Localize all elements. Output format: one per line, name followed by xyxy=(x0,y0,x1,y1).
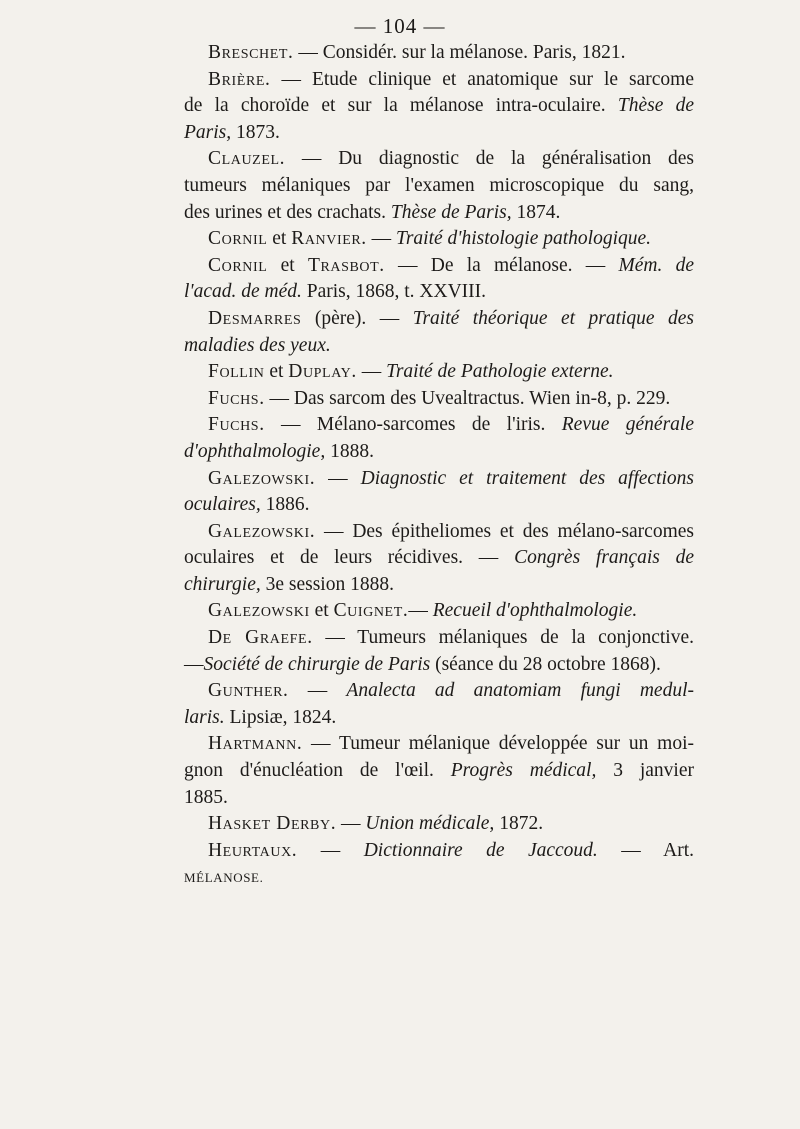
author-name: Galezowski. xyxy=(208,520,316,542)
title-text: Traité théorique et pratique des xyxy=(412,307,695,329)
entry-text: (père). — xyxy=(301,307,413,329)
author-name: Trasbot. xyxy=(307,254,385,276)
entry-line xyxy=(184,173,694,200)
entry-line xyxy=(184,40,694,67)
entry-line xyxy=(184,120,694,147)
entry-text: 3 janvier xyxy=(596,760,694,782)
entry-line xyxy=(184,811,694,838)
entry-line xyxy=(184,200,694,227)
author-name: De Graefe. xyxy=(208,627,313,649)
bibliography-entry xyxy=(184,412,694,465)
bibliography-list xyxy=(184,40,694,891)
author-name: Clauzel. xyxy=(208,148,286,170)
entry-text: — Art. xyxy=(597,839,695,861)
entry-line xyxy=(184,146,694,173)
entry-line xyxy=(184,466,694,493)
entry-line xyxy=(184,545,694,572)
entry-text: — xyxy=(356,361,387,383)
entry-text: 3e session 1888. xyxy=(260,573,394,595)
author-name: Heurtaux. xyxy=(208,839,298,861)
title-text: l'acad. de méd. xyxy=(184,281,302,303)
entry-text: 1888. xyxy=(325,440,374,462)
entry-text: — xyxy=(184,653,204,675)
title-text: Paris, xyxy=(184,121,232,143)
entry-line xyxy=(184,519,694,546)
bibliography-entry xyxy=(184,67,694,147)
entry-text: et xyxy=(264,361,289,383)
title-text: maladies des yeux. xyxy=(184,334,331,356)
entry-line xyxy=(184,492,694,519)
bibliography-entry xyxy=(184,359,694,386)
title-text: Diagnostic et traitement des affections xyxy=(360,467,694,489)
entry-line xyxy=(184,386,694,413)
bibliography-entry xyxy=(184,678,694,731)
bibliography-entry xyxy=(184,146,694,226)
title-text: Traité d'histologie pathologique. xyxy=(396,228,652,250)
title-text: Thèse de xyxy=(617,95,694,117)
author-name: Hartmann. xyxy=(208,733,303,755)
entry-text: 1885. xyxy=(184,786,228,808)
title-text: Recueil d'ophthalmologie. xyxy=(432,600,638,622)
bibliography-entry xyxy=(184,598,694,625)
entry-text: Paris, 1868, t. XXVIII. xyxy=(301,281,487,303)
entry-text: — Das sarcom des Uvealtractus. Wien in-8, p. 229. xyxy=(264,387,671,409)
author-name: Cuignet. xyxy=(333,600,409,622)
entry-line xyxy=(184,652,694,679)
bibliography-entry xyxy=(184,226,694,253)
entry-text: 1872. xyxy=(494,813,544,835)
entry-text: — Considér. sur la mélanose. Paris, 1821. xyxy=(293,42,626,63)
author-name: Breschet. xyxy=(208,42,294,63)
author-name: Brière. xyxy=(208,68,271,90)
entry-text: gnon d'énucléation de l'œil. xyxy=(184,760,451,782)
entry-text: et xyxy=(309,600,334,622)
entry-line xyxy=(184,412,694,439)
title-text: Mém. de xyxy=(618,254,694,276)
entry-line xyxy=(184,439,694,466)
author-name: Galezowski. xyxy=(208,467,316,489)
entry-text: — Mélano-sarcomes de l'iris. xyxy=(264,414,562,436)
title-text: Union médicale, xyxy=(365,813,495,835)
title-text: Analecta ad anatomiam fungi medul- xyxy=(346,680,694,702)
author-name: Gunther. xyxy=(208,680,289,702)
entry-line xyxy=(184,226,694,253)
entry-line xyxy=(184,731,694,758)
author-name: Cornil xyxy=(208,228,268,250)
entry-line xyxy=(184,598,694,625)
bibliography-entry xyxy=(184,838,694,891)
entry-text: de la choroïde et sur la mélanose intra-oculaire. xyxy=(184,95,618,117)
bibliography-entry xyxy=(184,466,694,519)
entry-text: — De la mélanose. — xyxy=(384,254,619,276)
page-number: — 104 — xyxy=(354,14,446,38)
bibliography-entry xyxy=(184,253,694,306)
entry-text: — xyxy=(366,228,397,250)
entry-line xyxy=(184,678,694,705)
author-name: Desmarres xyxy=(208,307,302,329)
entry-line xyxy=(184,93,694,120)
entry-line xyxy=(184,625,694,652)
entry-text: 1873. xyxy=(231,121,280,143)
author-name: Hasket Derby. xyxy=(208,813,337,835)
author-name: Cornil xyxy=(208,254,268,276)
bibliography-entry xyxy=(184,386,694,413)
entry-line xyxy=(184,705,694,732)
title-text: Dictionnaire de Jaccoud. xyxy=(363,839,598,861)
entry-text: 1874. xyxy=(511,201,561,223)
title-text: chirurgie, xyxy=(184,573,261,595)
title-text: Progrès médical, xyxy=(450,760,597,782)
author-name: Galezowski xyxy=(208,600,310,622)
entry-text: — xyxy=(315,467,361,489)
entry-text: — Des épitheliomes et des mélano-sarcomes xyxy=(315,520,694,542)
entry-line xyxy=(184,785,694,812)
title-text: Thèse de Paris, xyxy=(390,201,512,223)
entry-text: — Du diagnostic de la généralisation des xyxy=(285,148,694,170)
title-text: Revue générale xyxy=(561,414,694,436)
entry-text: et xyxy=(267,254,308,276)
bibliography-entry xyxy=(184,40,694,67)
title-text: Congrès français de xyxy=(514,547,694,569)
entry-text: — Tumeur mélanique développée sur un moi- xyxy=(302,733,694,755)
entry-text: (séance du 28 octobre 1868). xyxy=(430,653,661,675)
entry-text: — xyxy=(336,813,366,835)
entry-text: — xyxy=(297,839,364,861)
author-name: Fuchs. xyxy=(208,414,265,436)
entry-text: — xyxy=(408,600,433,622)
author-name: Ranvier. xyxy=(291,228,367,250)
entry-line xyxy=(184,67,694,94)
entry-text: tumeurs mélaniques par l'examen microscopique du sang, xyxy=(184,174,694,196)
title-text: d'ophthalmologie, xyxy=(184,440,326,462)
author-name: Fuchs. xyxy=(208,387,265,409)
bibliography-entry xyxy=(184,519,694,599)
entry-text: MÉLANOSE. xyxy=(184,870,264,886)
bibliography-entry xyxy=(184,731,694,811)
entry-line xyxy=(184,253,694,280)
title-text: laris. xyxy=(184,706,225,728)
entry-line xyxy=(184,758,694,785)
entry-text: oculaires et de leurs récidives. — xyxy=(184,547,515,569)
entry-text: Lipsiæ, 1824. xyxy=(224,706,337,728)
entry-text: 1886. xyxy=(260,494,310,516)
entry-line xyxy=(184,864,694,891)
entry-line xyxy=(184,572,694,599)
bibliography-entry xyxy=(184,306,694,359)
entry-line xyxy=(184,359,694,386)
title-text: Société de chirurgie de Paris xyxy=(203,653,431,675)
author-name: Duplay. xyxy=(288,361,357,383)
title-text: Traité de Pathologie externe. xyxy=(386,361,614,383)
author-name: Follin xyxy=(208,361,265,383)
entry-line xyxy=(184,838,694,865)
entry-text: et xyxy=(267,228,292,250)
entry-text: des urines et des crachats. xyxy=(184,201,391,223)
entry-text: — Etude clinique et anatomique sur le sarcome xyxy=(270,68,694,90)
entry-line xyxy=(184,279,694,306)
bibliography-entry xyxy=(184,625,694,678)
entry-text: — xyxy=(288,680,347,702)
entry-text: — Tumeurs mélaniques de la conjonctive. xyxy=(312,627,694,649)
title-text: oculaires, xyxy=(184,494,261,516)
entry-line xyxy=(184,306,694,333)
entry-line xyxy=(184,333,694,360)
bibliography-entry xyxy=(184,811,694,838)
